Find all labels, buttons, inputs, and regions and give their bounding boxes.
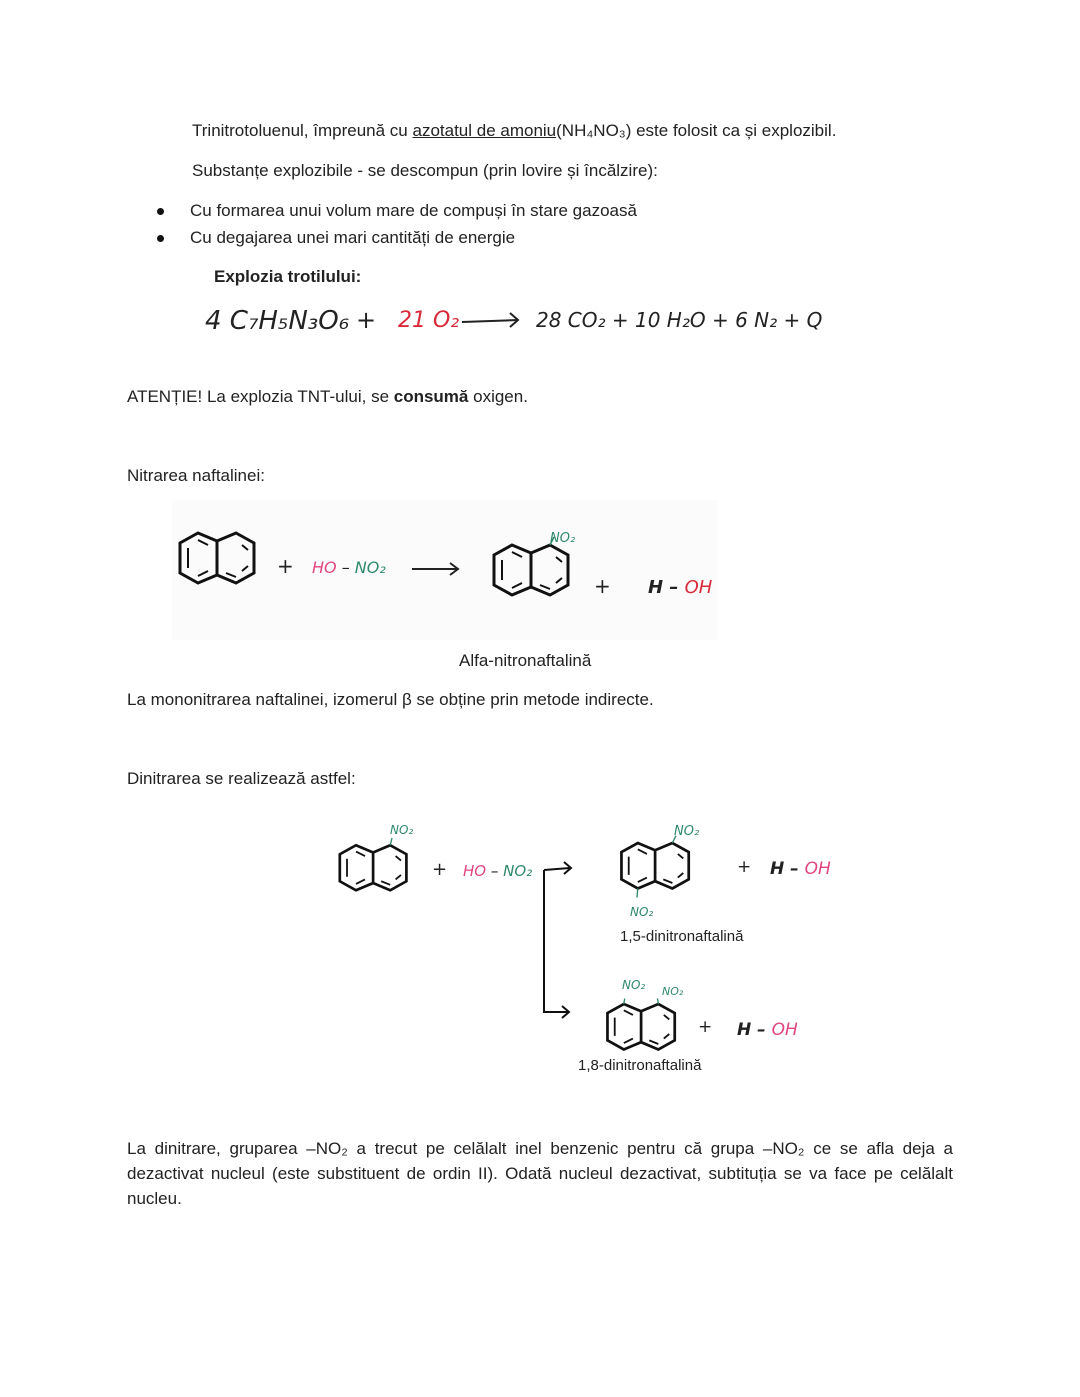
oh-group: OH bbox=[684, 577, 713, 598]
explosion-heading: Explozia trotilului: bbox=[214, 267, 362, 286]
intro-text-end: (NH₄NO₃) este folosit ca și explozibil. bbox=[556, 121, 837, 140]
reaction-arrow-icon bbox=[460, 310, 522, 330]
no2-group: NO₂ bbox=[630, 905, 654, 919]
intro-line-1 bbox=[192, 121, 836, 141]
oxygen-reactant: 21 O₂ bbox=[398, 308, 460, 333]
plus-sign: + bbox=[698, 1017, 713, 1037]
dinitronaphthalene-1-5-structure bbox=[615, 843, 697, 893]
attention-bold: consumă bbox=[393, 387, 469, 406]
water bbox=[737, 1020, 798, 1040]
product-label: Alfa-nitronaftalină bbox=[459, 651, 592, 670]
bullet-item: Cu degajarea unei mari cantități de energie bbox=[190, 228, 516, 247]
no2-group: NO₂ bbox=[622, 978, 646, 992]
no2-group: NO₂ bbox=[503, 862, 533, 880]
dinitronaphthalene-1-8-structure bbox=[601, 1004, 683, 1054]
oh-group: OH bbox=[771, 1020, 798, 1040]
reaction-arrow-icon bbox=[410, 560, 462, 578]
h-atom: H – bbox=[737, 1020, 772, 1040]
azotat-link[interactable]: azotatul de amoniu bbox=[412, 121, 557, 140]
water bbox=[648, 577, 712, 598]
nitric-acid bbox=[463, 862, 532, 880]
plus-sign: + bbox=[737, 857, 752, 877]
attention-note bbox=[127, 387, 528, 407]
attention-text: ATENȚIE! La explozia TNT-ului, se bbox=[127, 387, 394, 406]
plus-sign: + bbox=[277, 554, 294, 578]
dinitration-explanation: La dinitrare, gruparea –NO₂ a trecut pe celălalt inel benzenic pentru că grupa –NO₂ ce se afla deja a dezactivat nucleul (este substituent de ordin II). Odată nucleul dezactivat, subtituția se va face pe celălalt nucleu. bbox=[127, 1139, 953, 1208]
bond: – bbox=[486, 862, 504, 880]
oh-group: OH bbox=[804, 859, 831, 879]
nitronaphthalene-structure bbox=[338, 845, 410, 895]
product-label-1-8: 1,8-dinitronaftalină bbox=[578, 1057, 702, 1074]
naphthalene-structure bbox=[178, 533, 258, 593]
attention-text-end: oxigen. bbox=[468, 387, 528, 406]
bullet-dot bbox=[157, 208, 164, 215]
dinitration-heading: Dinitrarea se realizează astfel: bbox=[127, 769, 356, 788]
tnt-reactant: 4 C₇H₅N₃O₆ bbox=[205, 306, 350, 336]
nitration-heading: Nitrarea naftalinei: bbox=[127, 466, 265, 485]
branching-arrow-icon bbox=[538, 860, 578, 1025]
nitronaphthalene-structure bbox=[492, 545, 572, 605]
no2-group: NO₂ bbox=[390, 823, 414, 837]
no2-group: NO₂ bbox=[550, 531, 576, 546]
bullet-item: Cu formarea unui volum mare de compuși în stare gazoasă bbox=[190, 201, 637, 220]
product-label-1-5: 1,5-dinitronaftalină bbox=[620, 928, 744, 945]
no2-group: NO₂ bbox=[674, 824, 700, 839]
ho-group: HO bbox=[312, 558, 337, 577]
explosion-products: 28 CO₂ + 10 H₂O + 6 N₂ + Q bbox=[536, 308, 823, 332]
beta-isomer-note: La mononitrarea naftalinei, izomerul β se obține prin metode indirecte. bbox=[127, 690, 654, 709]
h-atom: H – bbox=[770, 859, 805, 879]
bond: – bbox=[336, 558, 355, 577]
plus-sign: + bbox=[594, 574, 611, 598]
nitric-acid bbox=[312, 558, 386, 577]
no2-group: NO₂ bbox=[354, 558, 386, 577]
no2-group: NO₂ bbox=[662, 985, 684, 998]
plus-sign: + bbox=[432, 859, 448, 880]
bullet-dot bbox=[157, 235, 164, 242]
intro-line-2: Substanțe explozibile - se descompun (prin lovire și încălzire): bbox=[192, 161, 658, 180]
ho-group: HO bbox=[463, 862, 487, 880]
h-atom: H – bbox=[648, 577, 685, 598]
plus-sign: + bbox=[356, 306, 377, 334]
intro-text: Trinitrotoluenul, împreună cu bbox=[192, 121, 413, 140]
water bbox=[770, 859, 831, 879]
